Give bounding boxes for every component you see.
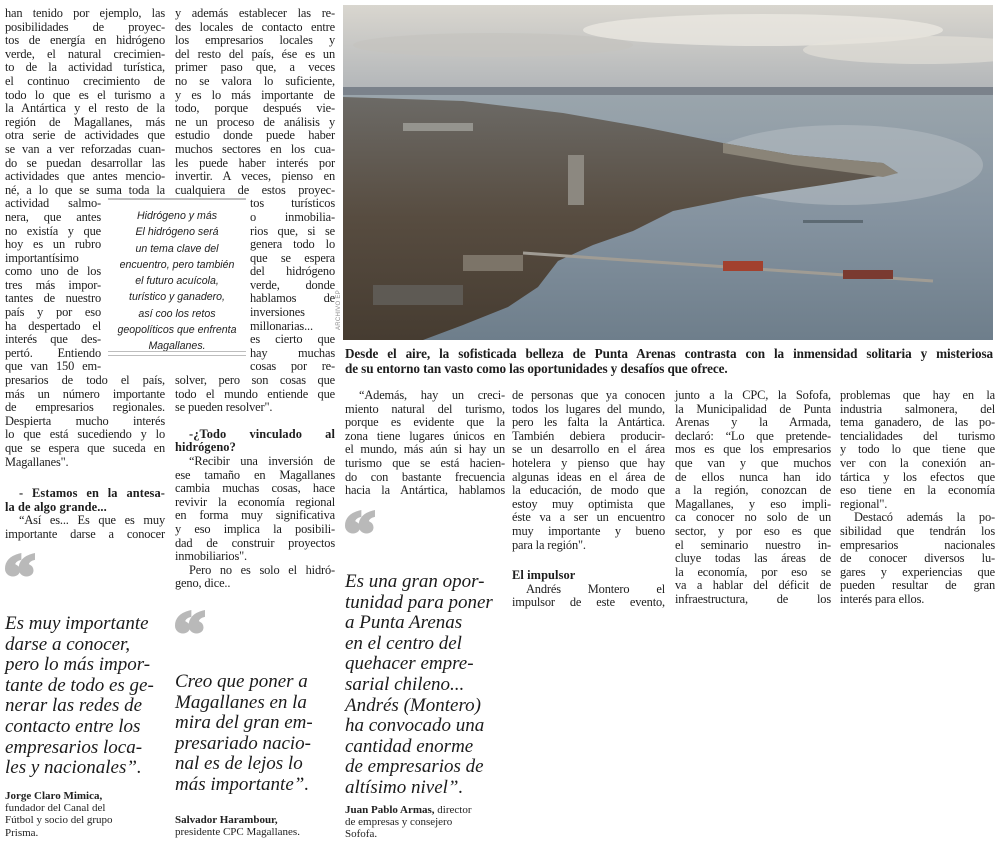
text-line: revivir la economía regional bbox=[175, 494, 335, 509]
text-line: así coo los retos bbox=[138, 307, 216, 320]
text-line: impulsor de este evento, bbox=[512, 595, 665, 610]
quote-mark-icon: “ bbox=[174, 600, 205, 668]
text-line: otra serie de actividades que bbox=[5, 128, 165, 143]
text-line: o inmobilia- bbox=[250, 209, 335, 224]
text-line: actividad salmo- bbox=[5, 196, 101, 211]
text-line: Magallanes en la bbox=[175, 691, 307, 713]
text-line: la Antártica y el resto de la bbox=[5, 101, 165, 116]
text-line: y además establecer las re- bbox=[175, 6, 335, 20]
text-line: turístico y ganadero, bbox=[129, 291, 225, 304]
text-line: un tema clave del bbox=[135, 242, 219, 255]
quote-text bbox=[345, 572, 505, 799]
text-line: a la región, conozcan de bbox=[675, 483, 831, 498]
text-line: lo que está sucediendo y lo bbox=[5, 427, 165, 442]
text-line: de conocer diversos lu- bbox=[840, 551, 995, 566]
text-line: primer paso que, a veces bbox=[175, 60, 335, 75]
text-line: declaró: “Lo que pretende- bbox=[675, 428, 831, 443]
quote-author: Jorge Claro Mimica, bbox=[5, 790, 103, 802]
text-line: hacia la Antártica, hablamos bbox=[345, 483, 505, 498]
article-column-6 bbox=[840, 389, 995, 607]
text-line: Andrés Montero el bbox=[526, 581, 665, 596]
text-line: Desde el aire, la sofisticada belleza de Punta Arenas contrasta con la inmensidad solitaria y misteriosa bbox=[345, 346, 993, 361]
article-column-5 bbox=[675, 389, 831, 607]
text-line: ver con la conexión an- bbox=[840, 455, 995, 470]
text-line: estudio donde puede haber bbox=[175, 128, 335, 143]
text-line: cosas por re- bbox=[250, 359, 335, 374]
text-line: que van y que muchos bbox=[675, 455, 831, 470]
text-line: geopolíticos que enfrenta bbox=[117, 324, 237, 337]
text-line: la economía, por eso se bbox=[675, 564, 831, 579]
pull-quote-box bbox=[108, 196, 246, 358]
text-line: el mundo, más aún si hay un bbox=[345, 442, 505, 457]
text-line: se un desarrollo en el área bbox=[512, 442, 665, 457]
text-line: para la región". bbox=[512, 537, 586, 552]
photo-credit: ARCHIVO EP bbox=[336, 289, 342, 330]
text-line: se pueden resolver". bbox=[175, 400, 273, 415]
text-line: país y por eso bbox=[5, 305, 101, 320]
paragraph bbox=[840, 389, 995, 511]
text-line: y eso implica la posibili- bbox=[175, 521, 335, 536]
text-line: infraestructura, de los bbox=[675, 591, 831, 606]
text-line: hotelera y pienso que hay bbox=[512, 455, 665, 470]
text-line: rios que, si se bbox=[250, 223, 335, 238]
text-line: de su entorno tan vasto como las oportunidades y desafíos que ofrece. bbox=[345, 361, 728, 376]
text-line: importante darse a conocer bbox=[5, 526, 165, 541]
paragraph bbox=[5, 374, 165, 469]
text-line: Fútbol y socio del grupo bbox=[5, 814, 113, 827]
text-line: Sofofa. bbox=[345, 828, 378, 841]
article-column-4 bbox=[512, 389, 665, 610]
text-line: en el centro del bbox=[345, 632, 462, 654]
photo-caption bbox=[345, 346, 993, 376]
quote-text bbox=[5, 614, 165, 779]
text-line: estoy muy optimista que bbox=[512, 496, 665, 511]
text-line: región de Magallanes, más bbox=[5, 114, 165, 129]
text-line: porque es evidente que la bbox=[345, 415, 505, 430]
text-line: tártica y los efectos que bbox=[840, 469, 995, 484]
text-line: empresarios nacionales bbox=[840, 537, 995, 552]
text-line: la de algo grande... bbox=[5, 499, 107, 514]
text-line: no existía y que bbox=[5, 223, 101, 238]
text-line: tencialidades del turismo bbox=[840, 428, 995, 443]
photo-image bbox=[343, 5, 993, 340]
text-line: y todo lo que tiene que bbox=[840, 442, 995, 457]
text-line: más un número importante bbox=[5, 386, 165, 401]
paragraph bbox=[840, 511, 995, 606]
text-line: Pero no es solo el hidró- bbox=[189, 562, 335, 577]
text-line: de empresarios de bbox=[345, 756, 484, 778]
text-line: sarial chileno... bbox=[345, 673, 465, 695]
text-line: a Punta Arenas bbox=[345, 612, 463, 634]
text-line: inmobiliarios". bbox=[175, 549, 247, 564]
text-line: muchos sectores en los cua- bbox=[175, 141, 335, 156]
paragraph bbox=[175, 564, 335, 591]
text-line: nal es de lejos lo bbox=[175, 753, 303, 775]
text-line: el continuo crecimiento de bbox=[5, 73, 165, 88]
text-line: interés que des- bbox=[5, 332, 101, 347]
text-line: de empresas y consejero bbox=[345, 816, 453, 829]
quote-attribution bbox=[5, 790, 165, 839]
paragraph bbox=[5, 7, 165, 197]
text-line: el seminario nuestro in- bbox=[675, 537, 831, 552]
text-line: fundador del Canal del bbox=[5, 802, 106, 815]
text-line: algunas ideas en el área de bbox=[512, 469, 665, 484]
text-line: ca conocer no solo de un bbox=[675, 510, 831, 525]
subheading bbox=[512, 569, 665, 583]
text-line: inversiones bbox=[250, 305, 305, 320]
quote-attribution bbox=[345, 804, 505, 841]
text-line: Andrés (Montero) bbox=[345, 694, 481, 716]
text-line: como uno de los bbox=[5, 264, 101, 279]
text-line: tema ganadero, de las po- bbox=[840, 415, 995, 430]
text-line: es cierto que bbox=[250, 332, 335, 347]
text-line: Es muy importante bbox=[5, 613, 149, 634]
text-line: que se espera bbox=[250, 250, 335, 265]
text-line: tos turísticos bbox=[250, 196, 335, 211]
text-line: darse a conocer, bbox=[5, 633, 131, 655]
text-line: Magallanes, y eso impli- bbox=[675, 496, 831, 511]
text-line: más importante”. bbox=[175, 773, 310, 795]
text-line: -¿Todo vinculado al bbox=[189, 426, 335, 441]
text-line: Destacó además la po- bbox=[854, 510, 995, 525]
text-line: dad de construir proyectos bbox=[175, 535, 335, 550]
text-line: contacto entre los bbox=[5, 715, 141, 737]
text-line: pertó. Entiendo bbox=[5, 345, 101, 360]
text-line: éste va a ser un encuentro bbox=[512, 510, 665, 525]
text-line: cambia muchas cosas, hace bbox=[175, 481, 335, 496]
text-line: hay muchas bbox=[250, 345, 335, 360]
quote-mark-icon: “ bbox=[4, 543, 35, 611]
text-line: miento natural del turismo, bbox=[345, 401, 505, 416]
paragraph bbox=[675, 389, 831, 607]
text-line: verde, donde bbox=[250, 277, 335, 292]
text-line: cualquiera de estos proyec- bbox=[175, 182, 335, 197]
paragraph bbox=[5, 514, 165, 541]
quote-author-role: director bbox=[434, 804, 472, 816]
paragraph bbox=[5, 197, 101, 374]
text-line: industria salmonera, del bbox=[840, 401, 995, 416]
quote-attribution bbox=[175, 814, 340, 838]
text-line: quehacer empre- bbox=[345, 653, 474, 675]
divider bbox=[108, 198, 246, 200]
paragraph bbox=[512, 389, 665, 552]
text-line: Arenas y la Armada, bbox=[675, 415, 831, 430]
text-line: tantes de nuestro bbox=[5, 291, 101, 306]
text-line: los empresarios locales y bbox=[175, 33, 335, 48]
text-line: tos de energía en hidrógeno bbox=[5, 33, 165, 48]
quote-text bbox=[175, 672, 335, 796]
text-line: del hidrógeno bbox=[250, 264, 335, 279]
text-line: y es lo más importante de bbox=[175, 87, 335, 102]
text-line: presarios de todo el país, bbox=[5, 373, 165, 388]
text-line: presariado nacio- bbox=[175, 732, 311, 754]
text-line: encuentro, pero también bbox=[119, 258, 235, 271]
text-line: tunidad para poner bbox=[345, 591, 493, 613]
text-line: ha convocado una bbox=[345, 715, 485, 737]
text-line: “Recibir una inversión de bbox=[189, 454, 335, 468]
text-line: de empresarios regionales. bbox=[5, 400, 165, 415]
text-line: ne un proceso de análisis y bbox=[175, 114, 335, 129]
text-line: el futuro acuícola, bbox=[135, 275, 219, 288]
text-line: todo lo que es el turismo a bbox=[5, 87, 165, 102]
text-line: mira del gran em- bbox=[175, 712, 313, 734]
text-line: del resto del país, ése es un bbox=[175, 46, 335, 61]
divider bbox=[108, 351, 246, 356]
text-line: to de la actividad turística, bbox=[5, 60, 165, 75]
text-line: empresarios loca- bbox=[5, 736, 143, 758]
paragraph bbox=[512, 583, 665, 610]
text-line: do se puedan desarrollar las bbox=[5, 155, 165, 170]
text-line: ese tamaño en Magallanes bbox=[175, 467, 335, 482]
text-line: todos los lugares del mundo, bbox=[512, 401, 665, 416]
paragraph bbox=[175, 374, 335, 415]
text-line: pueden resultar de gran bbox=[840, 578, 995, 593]
text-line: millonarias... bbox=[250, 318, 313, 333]
aerial-photo-punta-arenas bbox=[343, 5, 993, 340]
text-line: hoy es un rubro bbox=[5, 237, 101, 252]
text-line: hidrógeno? bbox=[175, 440, 236, 455]
text-line: pero les falta la Antártica. bbox=[512, 415, 665, 430]
text-line: tres más impor- bbox=[5, 277, 101, 292]
text-line: turismo que se está hacien- bbox=[345, 455, 505, 470]
quote-author: Salvador Harambour, bbox=[175, 814, 278, 826]
text-line: altísimo nivel”. bbox=[345, 776, 464, 798]
text-line: muy importante y bueno bbox=[512, 523, 665, 538]
text-line: hablamos de bbox=[250, 291, 335, 306]
text-line: El impulsor bbox=[512, 568, 576, 583]
text-line: Hidrógeno y más bbox=[136, 210, 218, 222]
text-line: geno, dice.. bbox=[175, 576, 231, 591]
text-line: cantidad enorme bbox=[345, 735, 474, 757]
text-line: do con bastante frecuencia bbox=[345, 469, 505, 484]
text-line: Creo que poner a bbox=[175, 671, 308, 692]
text-line: la Municipalidad de Punta bbox=[675, 401, 831, 416]
text-line: solver, pero son cosas que bbox=[175, 373, 335, 388]
text-line: interés para ellos. bbox=[840, 591, 925, 606]
paragraph bbox=[175, 455, 335, 564]
subheading bbox=[175, 428, 335, 455]
text-line: va a hablar del déficit de bbox=[675, 578, 831, 593]
text-line: la educación, de modo que bbox=[512, 483, 665, 498]
text-line: pero lo más impor- bbox=[5, 654, 151, 676]
text-line: né, a lo que se suma toda la bbox=[5, 182, 165, 197]
text-line: verde, el natural crecimien- bbox=[5, 46, 165, 61]
text-line: nerar las redes de bbox=[5, 695, 143, 717]
text-line: han tenido por ejemplo, las bbox=[5, 6, 165, 20]
text-line: todo, porque después vie- bbox=[175, 101, 335, 116]
text-line: ha despertado el bbox=[5, 318, 101, 333]
text-line: El hidrógeno será bbox=[135, 226, 219, 239]
text-line: no se valora lo suficiente, bbox=[175, 73, 335, 88]
text-line: en forma muy significativa bbox=[175, 508, 335, 523]
text-line: eso tiene en la economía bbox=[840, 483, 995, 498]
quote-author: Juan Pablo Armas, bbox=[345, 804, 435, 816]
text-line: zona tiene lugares únicos en bbox=[345, 428, 505, 443]
text-line: que se espera que suceda en bbox=[5, 441, 165, 455]
text-line: Es una gran opor- bbox=[345, 571, 485, 592]
article-column-3 bbox=[345, 389, 505, 498]
text-line: presidente CPC Magallanes. bbox=[175, 826, 300, 839]
text-line: mos es que los empresarios bbox=[675, 442, 831, 457]
text-line: de ellos nunca han ido bbox=[675, 469, 831, 484]
text-line: regional". bbox=[840, 496, 888, 511]
text-line: genera todo lo bbox=[250, 237, 335, 252]
text-line: que van 150 em- bbox=[5, 359, 101, 374]
text-line: todo el mundo entiende que bbox=[175, 386, 335, 401]
text-line: Prisma. bbox=[5, 826, 39, 839]
text-line: - Estamos en la antesa- bbox=[19, 486, 165, 501]
quote-author-role bbox=[5, 802, 165, 839]
text-line: de personas que ya conocen bbox=[512, 388, 665, 402]
text-line: Despierta mucho interés bbox=[5, 413, 165, 428]
text-line: les y nacionales”. bbox=[5, 757, 142, 779]
text-line: posibilidades de proyec- bbox=[5, 19, 165, 34]
text-line: nera, que antes bbox=[5, 209, 101, 224]
text-line: “Además, hay un creci- bbox=[359, 388, 505, 402]
text-line: Magallanes. bbox=[148, 340, 206, 353]
quote-author-role bbox=[175, 826, 340, 838]
paragraph bbox=[175, 7, 335, 197]
text-line: actividades que antes mencio- bbox=[5, 169, 165, 184]
text-line: les puede haber interés por bbox=[175, 155, 335, 170]
text-line: invertir. A veces, pienso en bbox=[175, 169, 335, 184]
text-line: Magallanes". bbox=[5, 454, 69, 469]
text-line: “Así es... Es que es muy bbox=[19, 513, 165, 528]
text-line: gares y experiencias que bbox=[840, 564, 995, 579]
text-line: se van a ver reforzadas cuan- bbox=[5, 141, 165, 156]
quote-author-role bbox=[345, 816, 505, 840]
text-line: También debiera producir- bbox=[512, 428, 665, 443]
quote-mark-icon: “ bbox=[344, 500, 375, 568]
paragraph bbox=[250, 197, 335, 374]
text-line: tante de todo es ge- bbox=[5, 674, 154, 696]
text-line: problemas que hay en la bbox=[840, 388, 995, 402]
text-line: sibilidad que tendrán los bbox=[840, 523, 995, 538]
text-line: sector, y por eso es que bbox=[675, 523, 831, 538]
text-line: des locales de contacto entre bbox=[175, 19, 335, 34]
text-line: cluye todas las áreas de bbox=[675, 551, 831, 566]
pull-quote-text bbox=[108, 208, 246, 355]
subheading bbox=[5, 487, 165, 514]
text-line: importantísimo bbox=[5, 250, 79, 265]
text-line: junto a la CPC, la Sofofa, bbox=[675, 388, 831, 402]
paragraph bbox=[345, 389, 505, 498]
